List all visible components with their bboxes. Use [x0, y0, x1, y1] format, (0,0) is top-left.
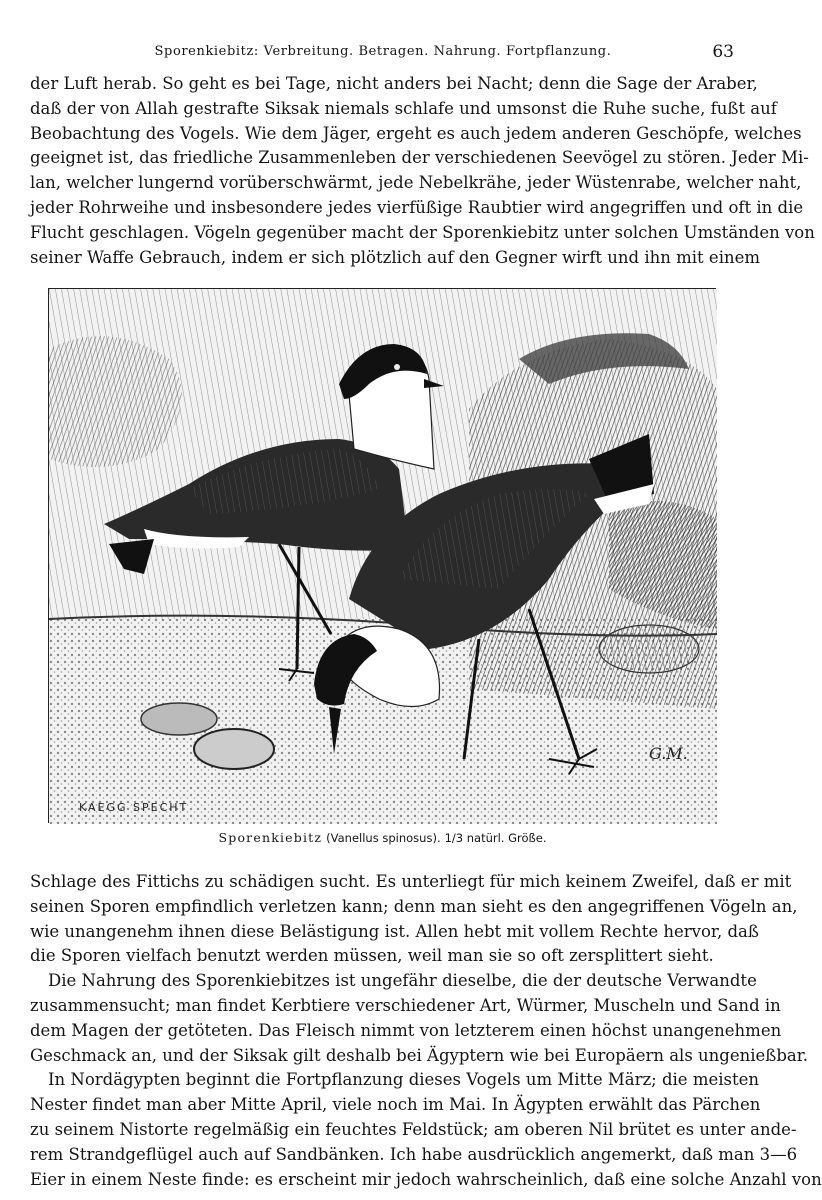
- text-line: Die Nahrung des Sporenkiebitzes ist ungefähr dieselbe, die der deutsche Verwandte: [48, 971, 757, 991]
- bottom-paragraphs: [30, 870, 822, 1192]
- caption-common-name: Sporenkiebitz: [218, 830, 323, 845]
- text-line: Geschmack an, und der Siksak gilt deshalb bei Ägyptern wie bei Europäern als ungenießbar.: [30, 1045, 809, 1065]
- text-line: der Luft herab. So geht es bei Tage, nicht anders bei Nacht; denn die Sage der Araber,: [30, 74, 758, 93]
- caption-latin-name: (Vanellus spinosus).: [326, 831, 441, 845]
- stone: [194, 729, 274, 769]
- running-head: Sporenkiebitz: Verbreitung. Betragen. Nahrung. Fortpflanzung.: [154, 44, 612, 59]
- text-line: zu seinem Nistorte regelmäßig ein feuchtes Feldstück; am oberen Nil brütet es unter ande-: [30, 1119, 797, 1139]
- page-number: 63: [712, 42, 734, 62]
- text-line: dem Magen der getöteten. Das Fleisch nimmt von letzterem einen höchst unangenehmen: [30, 1020, 782, 1040]
- text-line: Beobachtung des Vogels. Wie dem Jäger, ergeht es auch jedem anderen Geschöpfe, welches: [30, 123, 802, 143]
- text-line: Nester findet man aber Mitte April, viele noch im Mai. In Ägypten erwählt das Pärchen: [30, 1095, 761, 1115]
- artist-monogram: G.M.: [649, 744, 688, 763]
- text-line: zusammensucht; man findet Kerbtiere verschiedener Art, Würmer, Muscheln und Sand in: [30, 995, 781, 1015]
- text-line: Schlage des Fittichs zu schädigen sucht. Es unterliegt für mich keinem Zweifel, daß er mit: [30, 872, 792, 891]
- spur-winged-lapwing-illustration: [48, 288, 716, 823]
- text-line: In Nordägypten beginnt die Fortpflanzung dieses Vogels um Mitte März; die meisten: [48, 1070, 759, 1090]
- text-line: Flucht geschlagen. Vögeln gegenüber macht der Sporenkiebitz unter solchen Umständen von: [30, 222, 815, 242]
- stone: [141, 703, 217, 735]
- text-line: rem Strandgeflügel auch auf Sandbänken. Ich habe ausdrücklich angemerkt, daß man 3—6: [30, 1144, 798, 1164]
- text-line: daß der von Allah gestrafte Siksak niemals schlafe und umsonst die Ruhe suche, fußt auf: [30, 98, 777, 118]
- text-line: lan, welcher lungernd vorüberschwärmt, jede Nebelkrähe, jeder Wüstenrabe, welcher naht,: [30, 173, 802, 193]
- page-header: [30, 42, 736, 66]
- caption-scale: 1/3 natürl. Größe.: [444, 831, 547, 845]
- text-line: seinen Sporen empfindlich verletzen kann; denn man sieht es den angegriffenen Vögeln an,: [30, 896, 798, 916]
- engraver-signature: KAEGG SPECHT: [79, 801, 189, 814]
- text-line: geeignet ist, das friedliche Zusammenleben der verschiedenen Seevögel zu stören. Jeder Mi-: [30, 148, 809, 168]
- text-line: die Sporen vielfach benutzt werden müssen, weil man sie so oft zersplittert sieht.: [30, 946, 714, 966]
- top-paragraph: [30, 72, 815, 270]
- text-line: Eier in einem Neste finde: es erscheint mir jedoch wahrscheinlich, daß eine solche Anzahl von: [30, 1169, 822, 1189]
- text-line: seiner Waffe Gebrauch, indem er sich plötzlich auf den Gegner wirft und ihn mit einem: [30, 247, 761, 267]
- figure-caption: [0, 830, 765, 845]
- text-line: jeder Rohrweihe und insbesondere jedes vierfüßige Raubtier wird angegriffen und oft in die: [30, 197, 804, 217]
- text-line: wie unangenehm ihnen diese Belästigung ist. Allen hebt mit vollem Rechte hervor, daß: [30, 921, 759, 941]
